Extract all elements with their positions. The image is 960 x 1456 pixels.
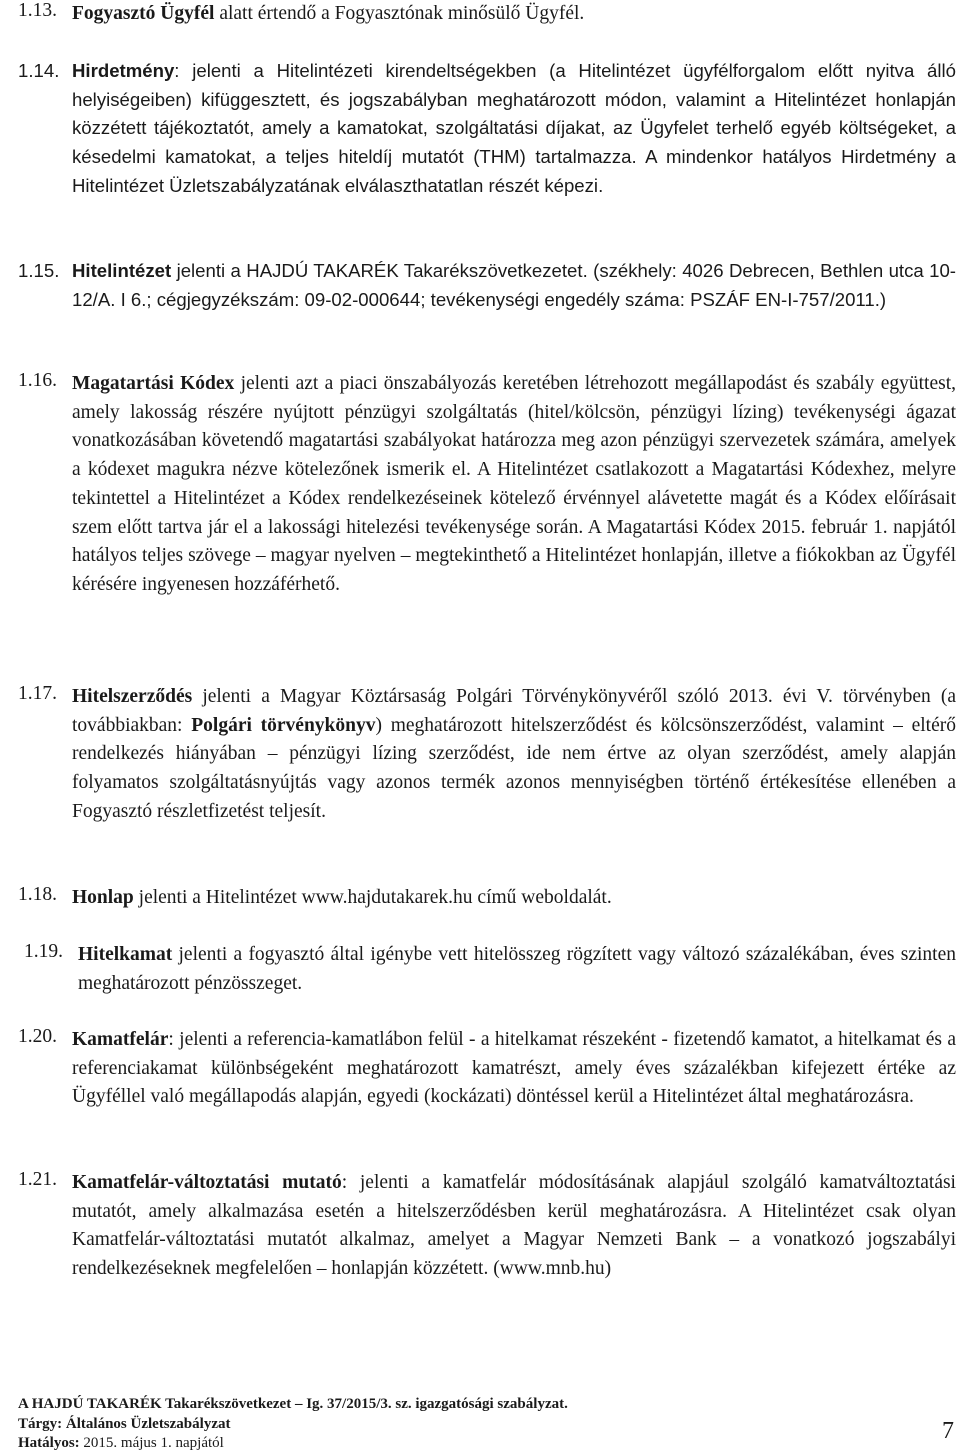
definition-1-20	[18, 1026, 956, 1112]
definition-body: jelenti a fogyasztó által igénybe vett hitelösszeg rögzített vagy változó százalékában, éves szinten meghatározott pénzösszeget.	[78, 944, 957, 994]
definition-text: Hirdetmény: jelenti a Hitelintézeti kirendeltségekben (a Hitelintézet ügyfélforgalom előtt nyitva álló helyiségeiben) kifüggesztett, és jogszabályban meghatározott módon, valamint a Hitelintézet honlapján közzétett tájékoztatót, amely a kamatokat, szolgáltatási díjakat, az Ügyfelet terhelő egyéb költségeket, a késedelmi kamatokat, a teljes hiteldíj mutatót (THM) tartalmazza. A mindenkor hatályos Hirdetmény a Hitelintézet Üzletszabályzatának elválaszthatatlan részét képezi.	[72, 60, 956, 196]
item-number: 1.20.	[18, 1026, 57, 1047]
definition-text: Kamatfelár-változtatási mutató: jelenti a kamatfelár módosításának alapjául szolgáló kamatváltoztatási mutatót, amely alkalmazása esetén a hitelszerződésben kerül meghatározásra. A Hitelintézet csak olyan Kamatfelár-változtatási mutatót alkalmaz, amelyet a Magyar Nemzeti Bank – a vonatkozó jogszabályi rendelkezéseknek megfelelően – honlapján közzétett. (www.mnb.hu)	[72, 1172, 956, 1280]
definition-body: jelenti azt a piaci önszabályozás keretében létrehozott megállapodást és szabály együttest, amely lakosság részére nyújtott pénzügyi szolgáltatás (hitel/kölcsön, pénzügyi lízing) tevékenységi ágazat vonatkozásában követendő magatartási szabályokat határozza meg azon pénzügyi szervezetek számára, amelyek a kódexet magukra nézve kötelezőnek ismerik el. A Hitelintézet csatlakozott a Magatartási Kódexhez, melyre tekintettel a Hitelintézet a Kódex rendelkezéseinek kötelező érvénnyel alávetette magát és a Kódex előírásait szem előtt tartva jár el a lakossági hitelezési tevékenysége során. A Magatartási Kódex 2015. február 1. napjától hatályos teljes szövege – magyar nyelven – megtekinthető a Hitelintézet honlapján, illetve a fiókokban az Ügyfél kérésére ingyenesen hozzáférhető.	[72, 373, 957, 595]
definition-body: jelenti a referencia-kamatlábon felül - a hitelkamat részeként - fizetendő kamatot, a hitelkamat és a referenciakamat különbségeként meghatározott kamatrészt, amely éves százalékban kifejezett értéke az Ügyféllel való megállapodás alapján, egyedi (kockázati) döntéssel kerül a Hitelintézet által meghatározásra.	[72, 1029, 956, 1108]
definition-body: jelenti a HAJDÚ TAKARÉK Takarékszövetkezetet. (székhely: 4026 Debrecen, Bethlen utca 10-12/A. I 6.; cégjegyzékszám: 09-02-000644; tevékenységi engedély száma: PSZÁF EN-I-757/2011.)	[72, 260, 956, 310]
definition-text	[72, 370, 956, 600]
defined-term: Hirdetmény	[72, 60, 175, 81]
item-number: 1.21.	[18, 1169, 57, 1190]
definition-text: Kamatfelár: jelenti a referencia-kamatlábon felül - a hitelkamat részeként - fizetendő kamatot, a hitelkamat és a referenciakamat különbségeként meghatározott kamatrészt, amely éves százalékban kifejezett értéke az Ügyféllel való megállapodás alapján, egyedi (kockázati) döntéssel kerül a Hitelintézet által meghatározásra.	[72, 1029, 956, 1108]
defined-term: Kamatfelár	[72, 1029, 169, 1050]
defined-term: Fogyasztó Ügyfél	[72, 3, 215, 24]
definition-text	[72, 683, 956, 827]
footer-subject-line: Tárgy: Általános Üzletszabályzat	[18, 1415, 231, 1432]
definition-1-19	[18, 941, 956, 998]
item-number: 1.19.	[24, 941, 63, 962]
item-number: 1.13.	[18, 0, 57, 21]
defined-term: Hitelintézet	[72, 260, 172, 281]
footer-effective-date: 2015. május 1. napjától	[79, 1435, 224, 1451]
definition-body: jelenti a kamatfelár módosításának alapjául szolgáló kamatváltoztatási mutatót, amely alkalmazása esetén a hitelszerződésben kerül meghatározásra. A Hitelintézet csak olyan Kamatfelár-változtatási mutatót alkalmaz, amelyet a Magyar Nemzeti Bank – a vonatkozó jogszabályi rendelkezéseknek megfelelően – honlapján közzétett. (www.mnb.hu)	[72, 1172, 956, 1280]
footer-regulation-line: A HAJDÚ TAKARÉK Takarékszövetkezet – Ig. 37/2015/3. sz. igazgatósági szabályzat.	[18, 1396, 568, 1412]
definition-body: jelenti a Magyar Köztársaság Polgári Törvénykönyvéről szóló 2013. évi V. törvényben (a továbbiakban:	[72, 686, 957, 736]
defined-term: Hitelkamat	[78, 944, 173, 965]
definition-1-18	[18, 884, 956, 913]
page-footer	[18, 1395, 956, 1454]
item-number: 1.18.	[18, 884, 57, 905]
definition-1-16	[18, 370, 956, 600]
definition-1-14	[18, 57, 956, 201]
definition-1-13	[18, 0, 956, 29]
defined-term: Kamatfelár-változtatási mutató	[72, 1172, 342, 1193]
page-number: 7	[942, 1418, 954, 1444]
definition-body-continued: ) meghatározott hitelszerződést és kölcsönszerződést, valamint – eltérő rendelkezés hiányában – pénzügyi lízing szerződést, ide nem értve az olyan szerződést, amely alapján folyamatos szolgáltatásnyújtás vagy azonos termék azonos mennyiségben történő értékesítése ellenében a Fogyasztó részletfizetést teljesít.	[72, 714, 957, 822]
item-number: 1.17.	[18, 683, 57, 704]
defined-term: Hitelszerződés	[72, 686, 193, 707]
definition-body: jelenti a Hitelintézet www.hajdutakarek.hu című weboldalát.	[138, 887, 612, 908]
definition-text	[72, 257, 956, 314]
definition-1-15	[18, 257, 956, 314]
item-number: 1.15.	[18, 260, 60, 281]
definition-1-21	[18, 1169, 956, 1284]
definition-body: alatt értendő a Fogyasztónak minősülő Ügyfél.	[219, 3, 585, 24]
footer-effective-line	[18, 1434, 956, 1454]
defined-term-secondary: Polgári törvénykönyv	[191, 714, 376, 736]
defined-term: Magatartási Kódex	[72, 373, 235, 394]
definition-body: jelenti a Hitelintézeti kirendeltségekben (a Hitelintézet ügyfélforgalom előtt nyitva álló helyiségeiben) kifüggesztett, és jogszabályban meghatározott módon, valamint a Hitelintézet honlapján közzétett tájékoztatót, amely a kamatokat, szolgáltatási díjakat, az Ügyfelet terhelő egyéb költségeket, a késedelmi kamatokat, a teljes hiteldíj mutatót (THM) tartalmazza. A mindenkor hatályos Hirdetmény a Hitelintézet Üzletszabályzatának elválaszthatatlan részét képezi.	[72, 60, 956, 196]
definition-1-17	[18, 683, 956, 827]
defined-term: Honlap	[72, 887, 134, 908]
item-number: 1.16.	[18, 370, 57, 391]
footer-effective-label: Hatályos:	[18, 1435, 80, 1451]
definition-text	[72, 884, 956, 913]
definition-text	[78, 941, 956, 998]
definition-text	[72, 0, 956, 29]
item-number: 1.14.	[18, 60, 60, 81]
